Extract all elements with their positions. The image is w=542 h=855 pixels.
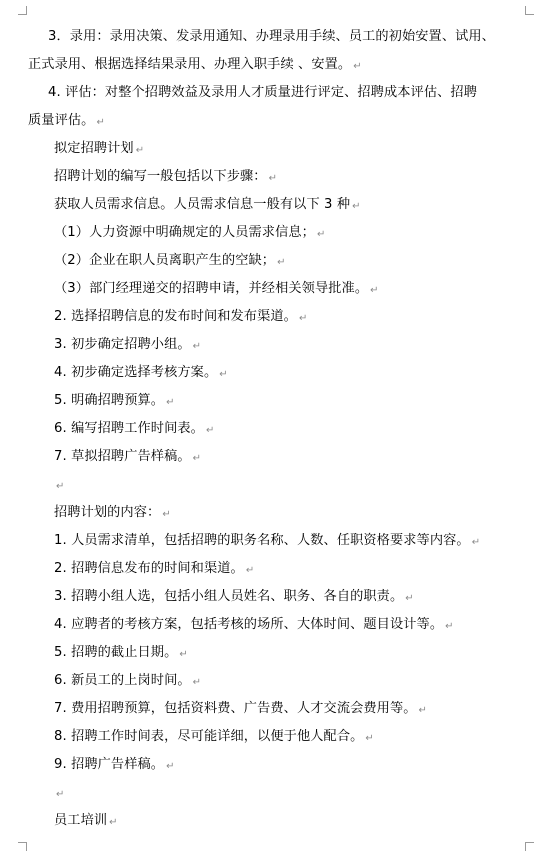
paragraph-line: 正式录用、根据选择结果录用、办理入职手续 、安置。 ↵ — [28, 57, 362, 72]
paragraph-line: 3．录用：录用决策、发录用通知、办理录用手续、员工的初始安置、试用、 — [48, 29, 495, 44]
list-item: 2. 选择招聘信息的发布时间和发布渠道。 ↵ — [54, 309, 308, 324]
list-item: （3）部门经理递交的招聘申请，并经相关领导批准。 ↵ — [54, 281, 379, 296]
list-item: 4. 应聘者的考核方案，包括考核的场所、大体时间、题目设计等。 ↵ — [54, 617, 454, 632]
list-item: 3. 招聘小组人选，包括小组人员姓名、职务、各自的职责。 ↵ — [54, 589, 414, 604]
crop-mark-top-right — [525, 6, 534, 15]
list-item: 6. 新员工的上岗时间。 ↵ — [54, 673, 202, 688]
list-item: 4. 初步确定选择考核方案。 ↵ — [54, 365, 228, 380]
list-item: 6. 编写招聘工作时间表。 ↵ — [54, 421, 215, 436]
empty-paragraph: ↵ — [56, 789, 65, 800]
list-item: 5. 招聘的截止日期。 ↵ — [54, 645, 188, 660]
list-item: 7. 费用招聘预算，包括资料费、广告费、人才交流会费用等。 ↵ — [54, 701, 428, 716]
list-item: 1. 人员需求清单，包括招聘的职务名称、人数、任职资格要求等内容。 ↵ — [54, 533, 481, 548]
heading-line: 拟定招聘计划 ↵ — [54, 141, 145, 156]
list-item: 2. 招聘信息发布的时间和渠道。 ↵ — [54, 561, 255, 576]
crop-mark-bottom-right — [525, 842, 534, 851]
heading-line: 员工培训 ↵ — [54, 813, 118, 828]
paragraph-line: 4. 评估：对整个招聘效益及录用人才质量进行评定、招聘成本评估、招聘 — [48, 85, 477, 100]
paragraph-line: 招聘计划的编写一般包括以下步骤： ↵ — [54, 169, 278, 184]
list-item: （1）人力资源中明确规定的人员需求信息； ↵ — [54, 225, 326, 240]
list-item: 3. 初步确定招聘小组。 ↵ — [54, 337, 202, 352]
list-item: （2）企业在职人员离职产生的空缺； ↵ — [54, 253, 286, 268]
crop-mark-top-left — [18, 6, 27, 15]
list-item: 8. 招聘工作时间表，尽可能详细，以便于他人配合。 ↵ — [54, 729, 374, 744]
crop-mark-bottom-left — [18, 842, 27, 851]
list-item: 7. 草拟招聘广告样稿。 ↵ — [54, 449, 202, 464]
paragraph-line: 获取人员需求信息。人员需求信息一般有以下 3 种 ↵ — [54, 197, 361, 212]
list-item: 9. 招聘广告样稿。 ↵ — [54, 757, 175, 772]
list-item: 5. 明确招聘预算。 ↵ — [54, 393, 175, 408]
paragraph-line: 质量评估。 ↵ — [28, 113, 105, 128]
paragraph-line: 招聘计划的内容： ↵ — [54, 505, 171, 520]
empty-paragraph: ↵ — [56, 481, 65, 492]
